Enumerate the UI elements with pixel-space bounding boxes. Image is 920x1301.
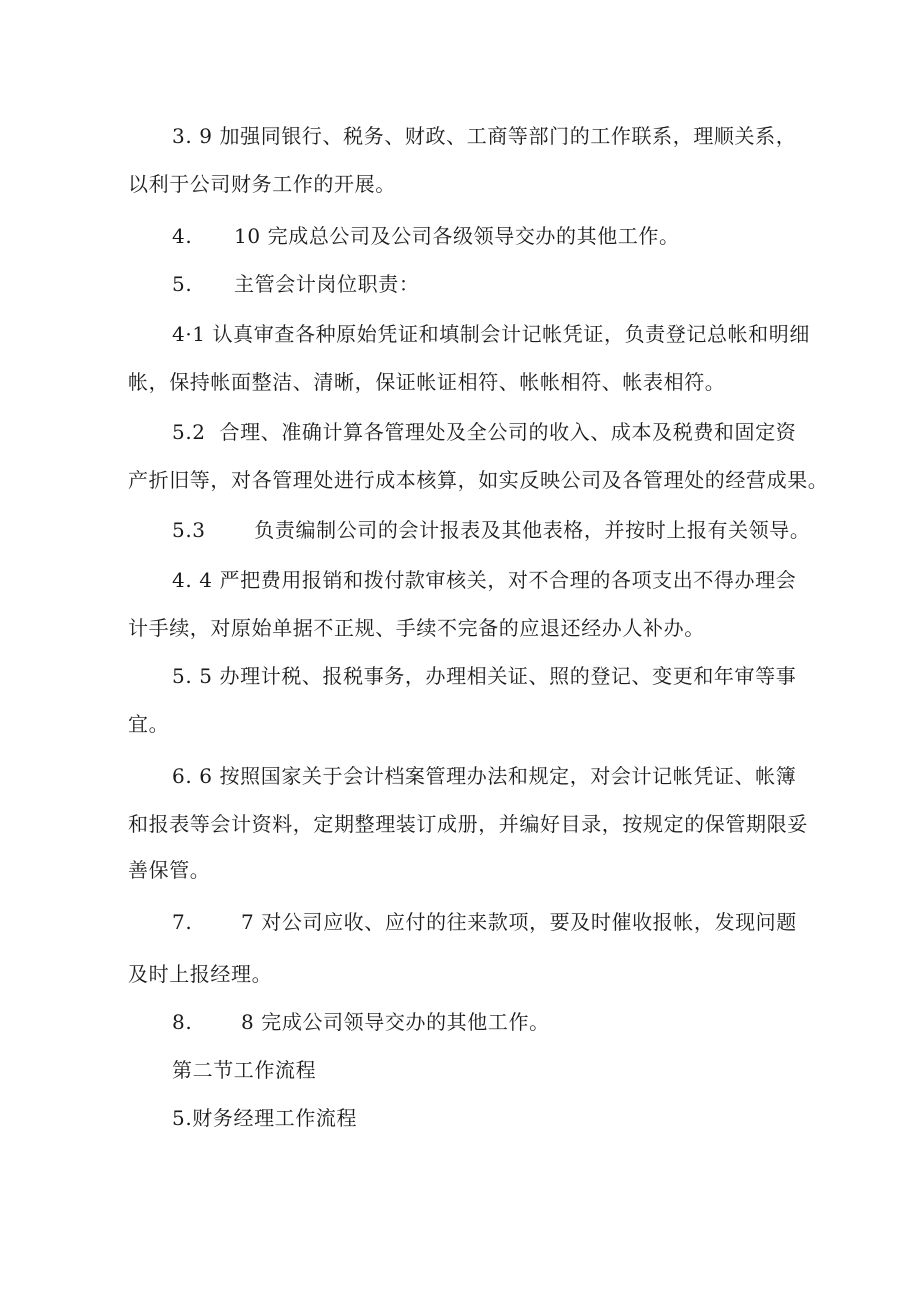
- paragraph-6-6-line-3: 善保管。: [128, 858, 211, 882]
- paragraph-7-7-line-2: 及时上报经理。: [128, 962, 273, 986]
- section-heading-chief-accountant: 5. 主管会计岗位职责：: [172, 272, 420, 296]
- paragraph-6-6-line-1: 6. 6 按照国家关于会计档案管理办法和规定，对会计记帐凭证、帐簿: [172, 764, 797, 788]
- paragraph-6-6-line-2: 和报表等会计资料，定期整理装订成册，并编好目录，按规定的保管期限妥: [128, 812, 808, 836]
- paragraph-5-5-line-2: 宜。: [128, 712, 170, 736]
- paragraph-8-8: 8. 8 完成公司领导交办的其他工作。: [172, 1010, 550, 1034]
- paragraph-5-3: 5.3 负责编制公司的会计报表及其他表格，并按时上报有关领导。: [172, 518, 811, 542]
- paragraph-3-9-line-2: 以利于公司财务工作的开展。: [128, 172, 396, 196]
- paragraph-4-1-line-2: 帐，保持帐面整洁、清晰，保证帐证相符、帐帐相符、帐表相符。: [128, 370, 726, 394]
- paragraph-3-9-line-1: 3. 9 加强同银行、税务、财政、工商等部门的工作联系，理顺关系，: [172, 124, 797, 148]
- paragraph-7-7-line-1: 7. 7 对公司应收、应付的往来款项，要及时催收报帐，发现问题: [172, 910, 797, 934]
- paragraph-5-5-line-1: 5. 5 办理计税、报税事务，办理相关证、照的登记、变更和年审等事: [172, 664, 797, 688]
- section-heading-workflow: 第二节工作流程: [172, 1058, 317, 1082]
- subsection-heading-finance-manager-workflow: 5.财务经理工作流程: [172, 1106, 358, 1130]
- paragraph-4-4-line-1: 4. 4 严把费用报销和拨付款审核关，对不合理的各项支出不得办理会: [172, 568, 797, 592]
- paragraph-4-1-line-1: 4·1 认真审查各种原始凭证和填制会计记帐凭证，负责登记总帐和明细: [172, 322, 810, 346]
- paragraph-4-4-line-2: 计手续，对原始单据不正规、手续不完备的应退还经办人补办。: [128, 616, 705, 640]
- paragraph-5-2-line-1: 5.2 合理、准确计算各管理处及全公司的收入、成本及税费和固定资: [172, 420, 797, 444]
- paragraph-4-10: 4. 10 完成总公司及公司各级领导交办的其他工作。: [172, 224, 680, 248]
- paragraph-5-2-line-2: 产折旧等，对各管理处进行成本核算，如实反映公司及各管理处的经营成果。: [128, 468, 829, 492]
